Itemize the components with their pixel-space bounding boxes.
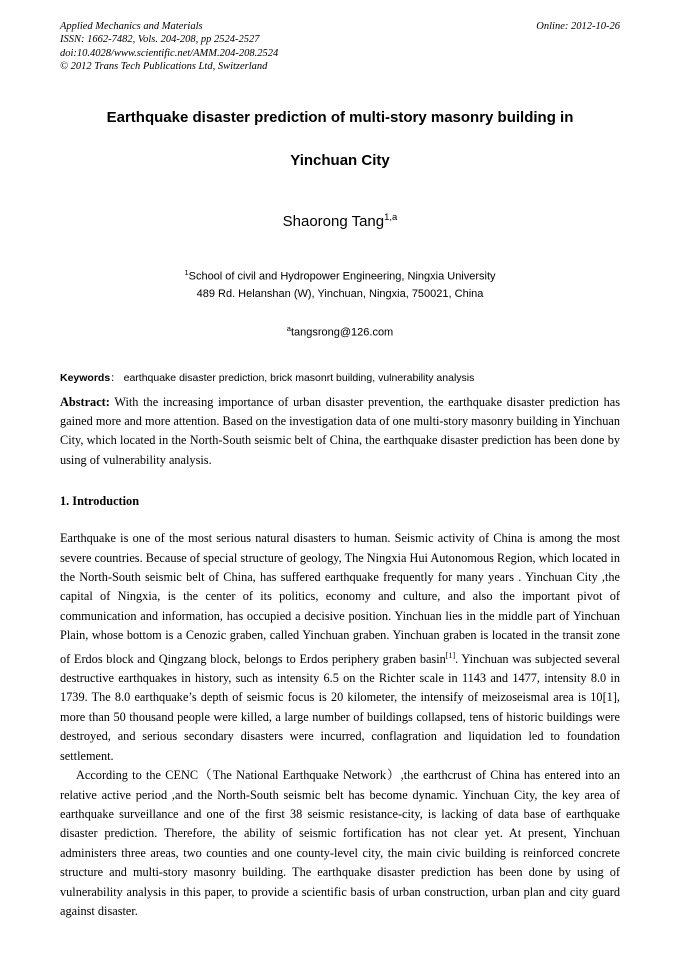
affiliation-block: [60, 264, 620, 303]
affiliation-line-2: 489 Rd. Helanshan (W), Yinchuan, Ningxia, 750021, China: [196, 287, 484, 300]
section-heading-introduction: 1. Introduction: [60, 494, 140, 509]
page-title: [60, 109, 620, 170]
title-line-2: Yinchuan City: [290, 152, 390, 170]
journal-copyright: © 2012 Trans Tech Publications Ltd, Switzerland: [60, 60, 268, 72]
journal-name: Applied Mechanics and Materials: [60, 21, 203, 32]
introduction-paragraph-1: [60, 529, 620, 766]
author-email: [60, 324, 620, 339]
email-marker: a: [286, 323, 291, 333]
title-line-1: Earthquake disaster prediction of multi-story masonry building in: [106, 109, 574, 127]
affiliation-marker: 1: [184, 268, 189, 278]
paragraph-1-part-2: . Yinchuan was subjected several destructive earthquakes in history, such as intensity 6.5 on the Richter scale in 1143 and 1477, intensity 8.0 in 1739. The 8.0 earthquake’s depth of seismic focus is 20 kilometer, the intensify of meizoseismal area is 10[1], more than 50 thousand people were killed, a large number of buildings collapsed, tens of historic buildings were destroyed, and serious secondary disasters were incurred, conflagration and liquidation led to foundation settlement.: [60, 651, 620, 763]
keywords-separator: ：: [110, 371, 121, 384]
abstract-text: With the increasing importance of urban disaster prevention, the earthquake disaster prediction has gained more and more attention. Based on the investigation data of one multi-story masonry building in Yinchuan City, which located in the North-South seismic belt of China, the earthquake disaster prediction has been done by using of vulnerability analysis.: [60, 394, 620, 467]
email-address: tangsrong@126.com: [290, 326, 394, 339]
author-name-text: Shaorong Tang: [282, 213, 385, 231]
affiliation-line-1: [60, 264, 620, 286]
introduction-paragraph-2: According to the CENC（The National Earthquake Network）,the earthcrust of China has entered into an relative active period ,and the North-South seismic belt has become dynamic. Yinchuan City, the key area of earthquake surveillance and one of the first 38 seismic resistance-city, is lacking of data base of earthquake disaster prediction. Therefore, the ability of seismic fortification has not clear yet. At present, Yinchuan administers three areas, two counties and one county-level city, the main civic building is reinforced concrete structure and multi-story masonry building. The earthquake disaster prediction has been done by using of vulnerability analysis in this paper, to provide a scientific basis of urban construction, urban plan and city guard against disaster.: [60, 768, 620, 918]
affiliation-institution: School of civil and Hydropower Engineering, Ningxia University: [188, 270, 496, 283]
journal-issn: ISSN: 1662-7482, Vols. 204-208, pp 2524-2527: [60, 34, 260, 46]
abstract-label: Abstract:: [60, 394, 110, 409]
author-affiliation-marker: 1,a: [384, 212, 398, 224]
journal-header: [60, 20, 620, 73]
keywords-label: Keywords: [60, 371, 111, 384]
journal-doi: doi:10.4028/www.scientific.net/AMM.204-208.2524: [60, 47, 279, 59]
keywords-line: [60, 371, 620, 386]
abstract-block: [60, 393, 620, 471]
citation-marker: [1]: [445, 650, 456, 660]
keywords-value: earthquake disaster prediction, brick masonrt building, vulnerability analysis: [123, 371, 475, 384]
author-name: [60, 212, 620, 230]
paragraph-1-part-1: Earthquake is one of the most serious natural disasters to human. Seismic activity of China is among the most severe countries. Because of special structure of geology, The Ningxia Hui Autonomous Region, which located in the North-South seismic belt of China, has suffered earthquake frequently for many years . Yinchuan City ,the capital of Ningxia, is the center of its politics, economy and culture, and also the important pivot of communication and information, has occupied a decisive position. Yinchuan lies in the middle part of Yinchuan Plain, whose bottom is a Cenozic graben, called Yinchuan graben. Yinchuan graben is located in the transit zone of Erdos block and Qingzang block, belongs to Erdos periphery graben basin: [60, 531, 620, 666]
online-date: Online: 2012-10-26: [536, 21, 620, 32]
